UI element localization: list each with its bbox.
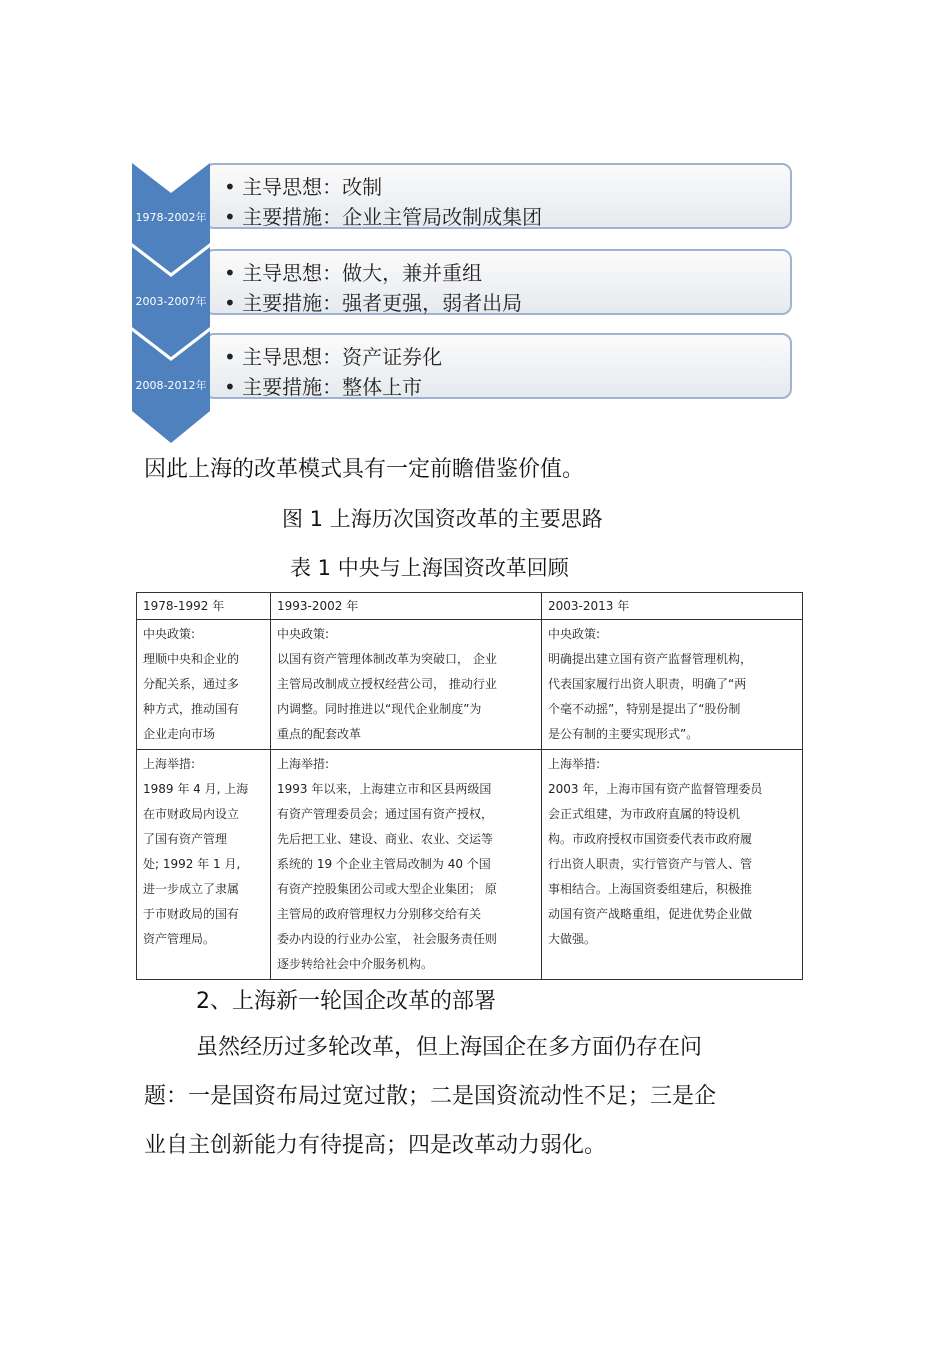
table-cell-line: 中央政策: [548,627,601,641]
table-cell-line: 分配关系，通过多 [143,677,240,691]
table-cell-line: 有资产控股集团公司或大型企业集团； 原 [277,882,497,896]
table-cell-line: 上海举措: [143,757,196,771]
table-cell-line: 会正式组建，为市政府直属的特设机 [548,807,741,821]
table-cell-line: 有资产管理委员会；通过国有资产授权， [277,807,494,821]
table-cell-line: 1993 年以来，上海建立市和区县两级国 [277,782,492,796]
table-cell-line: 大做强。 [548,932,597,946]
table-row-central [137,620,803,750]
table-cell-line: 处; 1992 年 1 月, [143,857,241,871]
table-cell-central-3 [542,620,803,750]
table-cell-line: 重点的配套改革 [277,727,362,741]
table-cell-line: 动国有资产战略重组，促进优势企业做 [548,907,753,921]
table-header-cell: 1978-1992 年 [137,593,271,620]
table-cell-line: 于市财政局的国有 [143,907,240,921]
table-cell-line: 中央政策: [277,627,330,641]
table-cell-line: 以国有资产管理体制改革为突破口， 企业 [277,652,497,666]
stage-1-idea: • 主导思想：改制 [224,175,383,199]
table-cell-line: 系统的 19 个企业主管局改制为 40 个国 [277,857,491,871]
figure-caption: 图 1 上海历次国资改革的主要思路 [282,507,603,531]
stage-3-idea: • 主导思想：资产证券化 [224,345,443,369]
paragraph-conclusion: 因此上海的改革模式具有一定前瞻借鉴价值。 [144,457,585,482]
stage-box-1 [204,163,792,229]
reform-timeline-diagram [130,163,800,443]
table-cell-line: 种方式，推动国有 [143,702,240,716]
section-heading: 2、上海新一轮国企改革的部署 [196,989,496,1014]
table-cell-line: 资产管理局。 [143,932,216,946]
table-cell-line: 事相结合。上海国资委组建后，积极推 [548,882,753,896]
stage-2-period: 2003-2007年 [135,295,207,308]
table-header-row [137,593,803,620]
table-cell-line: 在市财政局内设立 [143,807,240,821]
table-cell-line: 明确提出建立国有资产监督管理机构， [548,652,753,666]
table-cell-central-2 [271,620,542,750]
table-cell-line: 1989 年 4 月, 上海 [143,782,249,796]
stage-1-period: 1978-2002年 [135,211,207,224]
stage-box-3 [204,333,792,399]
table-cell-shanghai-1 [137,750,271,980]
body-line: 业自主创新能力有待提高；四是改革动力弱化。 [144,1133,607,1158]
stage-chevron-3 [132,331,210,443]
table-cell-shanghai-2 [271,750,542,980]
table-cell-line: 上海举措: [548,757,601,771]
table-row-shanghai [137,750,803,980]
table-cell-central-1 [137,620,271,750]
table-cell-line: 上海举措: [277,757,330,771]
table-cell-line: 个毫不动摇”，特别是提出了“股份制 [548,702,741,716]
table-cell-line: 逐步转给社会中介服务机构。 [277,957,434,971]
table-cell-shanghai-3 [542,750,803,980]
stage-box-2 [204,249,792,315]
table-cell-line: 企业走向市场 [143,727,216,741]
table-cell-line: 了国有资产管理 [143,832,228,846]
table-cell-line: 委办内设的行业办公室， 社会服务责任则 [277,932,497,946]
stage-2-idea: • 主导思想：做大，兼并重组 [224,261,483,285]
table-cell-line: 进一步成立了隶属 [143,882,240,896]
table-caption: 表 1 中央与上海国资改革回顾 [290,556,569,580]
table-cell-line: 主管局的政府管理权力分别移交给有关 [277,907,482,921]
table-cell-line: 行出资人职责，实行管资产与管人、管 [548,857,753,871]
table-cell-line: 构。市政府授权市国资委代表市政府履 [548,832,753,846]
reform-review-table [136,592,803,980]
table-header-cell: 1993-2002 年 [271,593,542,620]
body-line: 虽然经历过多轮改革，但上海国企在多方面仍存在问 [196,1035,703,1060]
table-cell-line: 是公有制的主要实现形式”。 [548,727,699,741]
stage-3-measure: • 主要措施：整体上市 [224,375,423,399]
stage-2-measure: • 主要措施：强者更强，弱者出局 [224,291,523,315]
table-cell-line: 代表国家履行出资人职责，明确了“两 [548,677,747,691]
table-cell-line: 理顺中央和企业的 [143,652,240,666]
table-cell-line: 主管局改制成立授权经营公司， 推动行业 [277,677,497,691]
body-line: 题：一是国资布局过宽过散；二是国资流动性不足；三是企 [144,1084,717,1109]
table-cell-line: 中央政策: [143,627,196,641]
table-cell-line: 2003 年，上海市国有资产监督管理委员 [548,782,763,796]
table-header-cell: 2003-2013 年 [542,593,803,620]
table-cell-line: 先后把工业、建设、商业、农业、交运等 [277,832,494,846]
stage-3-period: 2008-2012年 [135,379,207,392]
stage-1-measure: • 主要措施：企业主管局改制成集团 [224,205,543,229]
table-cell-line: 内调整。同时推进以“现代企业制度”为 [277,702,482,716]
